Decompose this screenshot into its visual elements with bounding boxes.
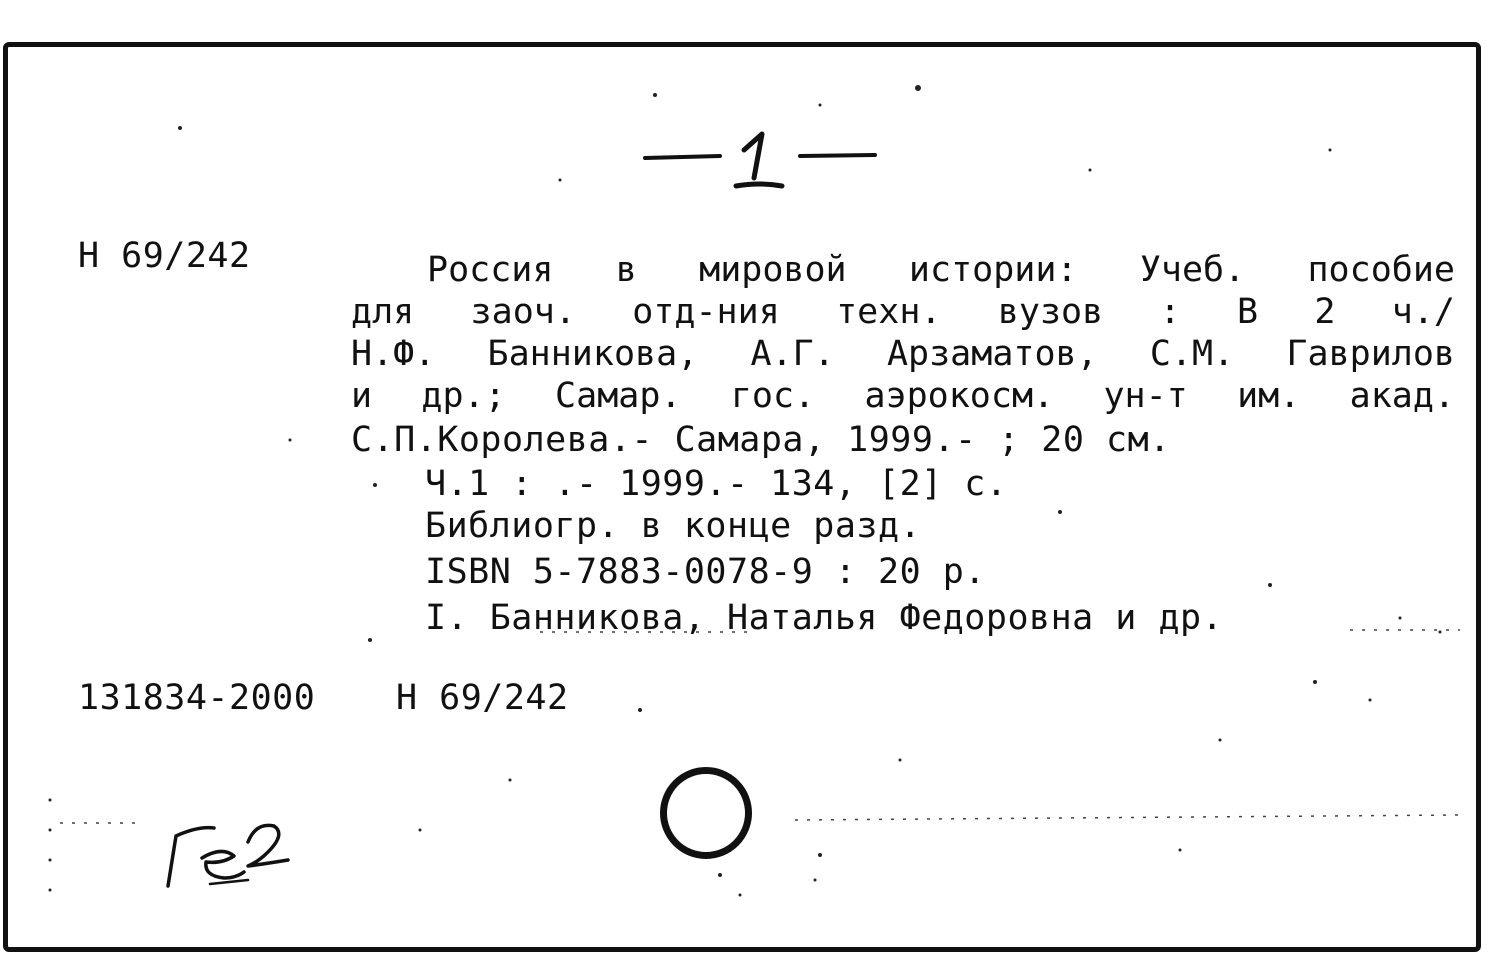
part-line: Ч.1 : .- 1999.- 134, [2] с. [425, 464, 1008, 504]
footer-shelf-mark: Н 69/242 [396, 678, 569, 718]
shelf-mark: Н 69/242 [78, 236, 251, 276]
isbn-line: ISBN 5-7883-0078-9 : 20 р. [425, 552, 986, 592]
description-line-5: С.П.Королева.- Самара, 1999.- ; 20 см. [351, 420, 1171, 460]
punch-hole [660, 767, 752, 859]
description-line-4: и др.; Самар. гос. аэрокосм. ун-т им. акад. [351, 376, 1455, 416]
author-entry: I. Банникова, Наталья Федоровна и др. [425, 598, 1224, 638]
description-line-1: Россия в мировой истории: Учеб. пособие [427, 250, 1455, 290]
bibliography-note: Библиогр. в конце разд. [425, 506, 922, 546]
description-line-3: Н.Ф. Банникова, А.Г. Арзаматов, С.М. Гаврилов [351, 334, 1455, 374]
accession-number: 131834-2000 [78, 678, 316, 718]
card-number-handwritten [640, 120, 880, 200]
handwritten-note [150, 800, 300, 895]
description-line-2: для заоч. отд-ния техн. вузов : В 2 ч./ [351, 292, 1455, 332]
